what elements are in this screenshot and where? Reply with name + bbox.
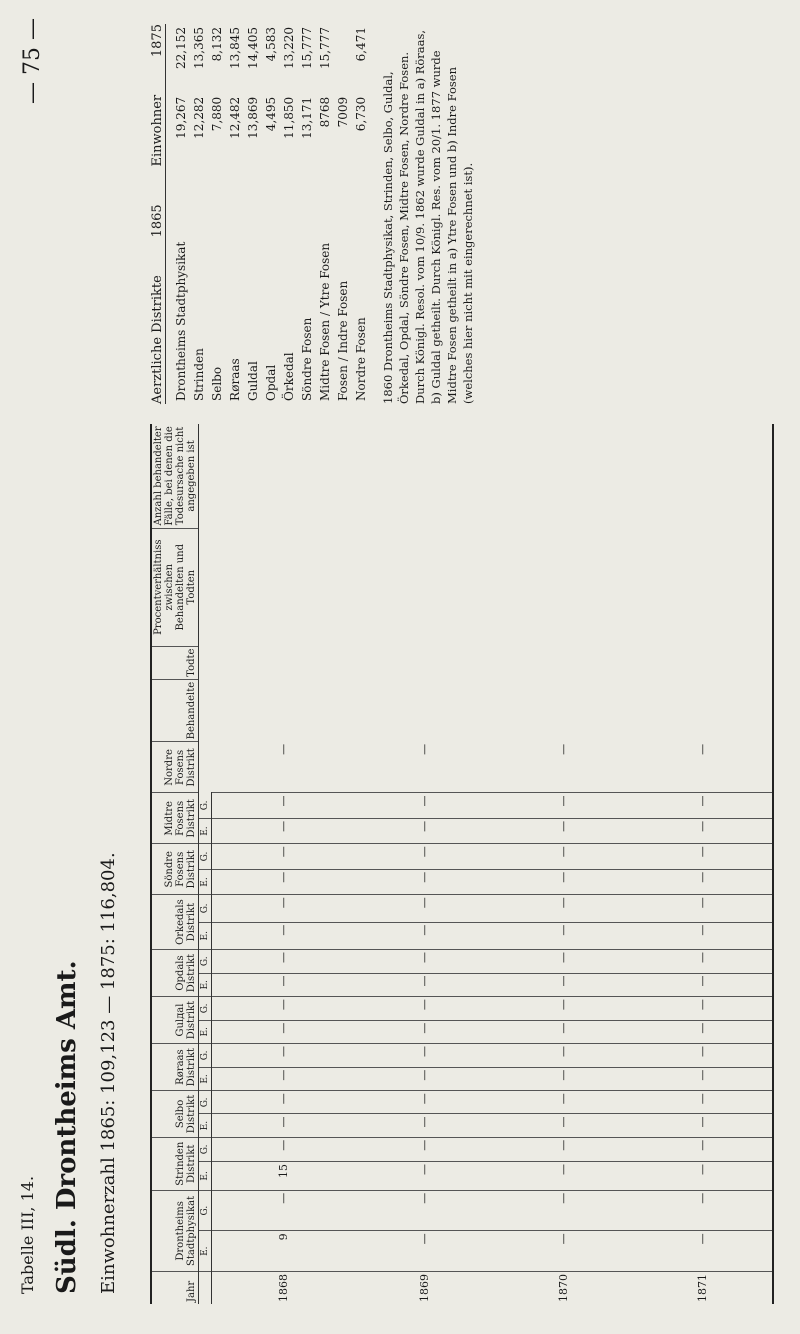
value-cell: — bbox=[494, 844, 633, 870]
value-cell: — bbox=[633, 1231, 772, 1272]
population-1865: 11,850 bbox=[282, 96, 296, 139]
column-sublabel: G. bbox=[199, 1044, 212, 1068]
value-cell: 9 bbox=[212, 1231, 356, 1272]
value-cell: — bbox=[633, 844, 772, 870]
district-row bbox=[298, 24, 316, 404]
column-header: Nordre Fosens Distrikt bbox=[152, 742, 199, 793]
column-sublabel: E. bbox=[199, 1020, 212, 1043]
value-cell: — bbox=[212, 922, 356, 949]
main-table bbox=[152, 424, 772, 1304]
value-cell: — bbox=[355, 869, 494, 894]
district-name: Midtre Fosen / Ytre Fosen bbox=[318, 242, 332, 401]
population-1875: 6,471 bbox=[354, 27, 368, 62]
page-title: Südl. Drontheims Amt. bbox=[52, 960, 82, 1294]
value-cell: — bbox=[494, 1190, 633, 1231]
district-name: Røraas bbox=[228, 358, 242, 401]
value-cell: — bbox=[355, 895, 494, 922]
value-cell: — bbox=[633, 1044, 772, 1068]
population-1865: 12,282 bbox=[192, 96, 206, 139]
side-head-einw: Einwohner bbox=[150, 94, 165, 167]
population-1865: 13,869 bbox=[246, 96, 260, 139]
district-row bbox=[352, 24, 370, 404]
district-name: Örkedal bbox=[282, 352, 296, 401]
column-header: Todte bbox=[152, 646, 199, 679]
value-cell: — bbox=[212, 1091, 356, 1114]
value-cell: — bbox=[494, 818, 633, 843]
year-cell: 1871 bbox=[696, 1274, 709, 1302]
column-sublabel: E. bbox=[199, 1231, 212, 1272]
value-cell: — bbox=[494, 1137, 633, 1161]
value-cell: — bbox=[494, 1020, 633, 1043]
column-sublabel: G. bbox=[199, 1137, 212, 1161]
value-cell: — bbox=[355, 1067, 494, 1091]
column-header: Opdals Distrikt bbox=[152, 949, 199, 996]
value-cell: — bbox=[355, 1190, 494, 1231]
district-row bbox=[244, 24, 262, 404]
value-cell: — bbox=[494, 1067, 633, 1091]
population-1865: 8768 bbox=[318, 96, 332, 128]
value-cell: — bbox=[355, 742, 494, 793]
value-cell: — bbox=[633, 973, 772, 997]
table-row bbox=[355, 424, 494, 1304]
column-sublabel: E. bbox=[199, 922, 212, 949]
side-head-1865: 1865 bbox=[150, 204, 165, 238]
value-cell: — bbox=[212, 973, 356, 997]
population-1865: 7,880 bbox=[210, 96, 224, 132]
population-1875: 13,220 bbox=[282, 27, 296, 69]
side-header bbox=[150, 24, 166, 404]
table-row bbox=[212, 424, 356, 1304]
value-cell: — bbox=[355, 793, 494, 818]
column-sublabel: E. bbox=[199, 869, 212, 894]
value-cell: — bbox=[212, 895, 356, 922]
value-cell: — bbox=[212, 1190, 356, 1231]
value-cell: — bbox=[494, 1044, 633, 1068]
value-cell: — bbox=[633, 1161, 772, 1190]
value-cell: — bbox=[494, 922, 633, 949]
table-body bbox=[212, 424, 773, 1304]
column-header: Söndre Fosens Distrikt bbox=[152, 844, 199, 895]
value-cell: — bbox=[355, 949, 494, 973]
value-cell: — bbox=[633, 793, 772, 818]
value-cell: — bbox=[212, 1114, 356, 1137]
table-label: Tabelle III, 14. bbox=[18, 1175, 37, 1294]
column-sublabel: G. bbox=[199, 895, 212, 922]
side-head-1875: 1875 bbox=[150, 24, 165, 58]
value-cell: — bbox=[494, 997, 633, 1020]
table-subheader-row bbox=[199, 424, 212, 1304]
value-cell: — bbox=[355, 844, 494, 870]
value-cell: — bbox=[633, 1190, 772, 1231]
column-sublabel bbox=[199, 1272, 212, 1305]
value-cell: — bbox=[355, 922, 494, 949]
column-sublabel: G. bbox=[199, 1190, 212, 1231]
value-cell: — bbox=[212, 1137, 356, 1161]
column-sublabel: E. bbox=[199, 1067, 212, 1091]
value-cell: — bbox=[633, 949, 772, 973]
population-1875: 13,845 bbox=[228, 27, 242, 69]
column-header: Anzahl behandelter Fälle, bei denen die Todesursache nicht angegeben ist bbox=[152, 424, 199, 528]
district-name: Guldal bbox=[246, 361, 260, 401]
population-1875 bbox=[334, 24, 352, 94]
column-header: Drontheims Stadtphysikat bbox=[152, 1190, 199, 1271]
population-1875: 15,777 bbox=[300, 27, 314, 69]
value-cell: — bbox=[494, 869, 633, 894]
population-1875: 15,777 bbox=[318, 27, 332, 69]
value-cell: — bbox=[212, 818, 356, 843]
value-cell: — bbox=[355, 1091, 494, 1114]
value-cell: — bbox=[212, 1044, 356, 1068]
value-cell: — bbox=[355, 1161, 494, 1190]
population-subtitle: Einwohnerzahl 1865: 109,123 — 1875: 116,804. bbox=[98, 852, 119, 1294]
district-row bbox=[226, 24, 244, 404]
value-cell: — bbox=[633, 1137, 772, 1161]
district-row bbox=[280, 24, 298, 404]
district-name: Strinden bbox=[192, 348, 206, 401]
table-row bbox=[494, 424, 633, 1304]
statistics-table bbox=[150, 424, 774, 1304]
value-cell: — bbox=[355, 1137, 494, 1161]
value-cell: — bbox=[633, 1020, 772, 1043]
value-cell: — bbox=[494, 742, 633, 793]
district-row bbox=[334, 24, 352, 404]
column-header: Selbo Distrikt bbox=[152, 1091, 199, 1137]
value-cell: — bbox=[633, 895, 772, 922]
value-cell: — bbox=[494, 793, 633, 818]
value-cell: — bbox=[494, 949, 633, 973]
table-header-row bbox=[152, 424, 199, 1304]
value-cell: — bbox=[212, 997, 356, 1020]
column-header: Procentverhältniss zwischen Behandelten und Todten bbox=[152, 528, 199, 646]
value-cell: — bbox=[633, 742, 772, 793]
column-header: Gulдal Distrikt bbox=[152, 997, 199, 1044]
district-population-panel bbox=[150, 24, 770, 404]
district-name: Opdal bbox=[264, 364, 278, 401]
district-name: Selbo bbox=[210, 366, 224, 401]
population-1865: 13,171 bbox=[300, 96, 314, 139]
column-header: Behandelte bbox=[152, 679, 199, 742]
column-header: Midtre Fosens Distrikt bbox=[152, 793, 199, 844]
population-1875: 14,405 bbox=[246, 27, 260, 69]
year-cell: 1869 bbox=[418, 1274, 432, 1302]
population-1875: 8,132 bbox=[210, 27, 224, 62]
district-row bbox=[316, 24, 334, 404]
value-cell: — bbox=[355, 997, 494, 1020]
column-sublabel: E. bbox=[199, 1114, 212, 1137]
side-head-left: Aerztliche Distrikte bbox=[150, 275, 165, 404]
district-row bbox=[208, 24, 226, 404]
value-cell: — bbox=[494, 973, 633, 997]
value-cell: — bbox=[212, 844, 356, 870]
column-header: Røraas Distrikt bbox=[152, 1044, 199, 1091]
column-sublabel: E. bbox=[199, 973, 212, 997]
value-cell: — bbox=[494, 1231, 633, 1272]
value-cell: — bbox=[494, 1161, 633, 1190]
value-cell: — bbox=[494, 1114, 633, 1137]
value-cell: — bbox=[212, 949, 356, 973]
value-cell: — bbox=[355, 818, 494, 843]
district-name: Nordre Fosen bbox=[354, 317, 368, 401]
footnote: 1860 Drontheims Stadtphysikat, Strinden, Selbo, Guldal, Örkedal, Opdal, Söndre Fosen, Midtre Fosen, Nordre Fosen. Durch Königl. Resol. vom 10/9. 1862 wurde Guldal in a) Röraas, b) Guldal getheilt. Durch Königl. Res. vom 20/1. 1877 wurde Midtre Fosen getheilt in a) Ytre Fosen und b) Indre Fosen (welches hier nicht mit eingerechnet ist). bbox=[381, 29, 476, 404]
value-cell: — bbox=[633, 818, 772, 843]
value-cell: — bbox=[633, 1091, 772, 1114]
column-sublabel: G. bbox=[199, 1091, 212, 1114]
district-row bbox=[190, 24, 208, 404]
population-1875: 13,365 bbox=[192, 27, 206, 69]
value-cell: — bbox=[494, 895, 633, 922]
value-cell: 15 bbox=[212, 1161, 356, 1190]
value-cell: — bbox=[212, 1067, 356, 1091]
column-sublabel: E. bbox=[199, 818, 212, 843]
value-cell: — bbox=[355, 1044, 494, 1068]
column-header: Orkedals Distrikt bbox=[152, 895, 199, 950]
column-sublabel: G. bbox=[199, 949, 212, 973]
population-1865: 4,495 bbox=[264, 96, 278, 132]
column-sublabel: G. bbox=[199, 997, 212, 1020]
column-header: Jahr bbox=[152, 1272, 199, 1305]
year-cell: 1870 bbox=[557, 1274, 571, 1302]
district-name: Söndre Fosen bbox=[300, 317, 314, 401]
value-cell: — bbox=[355, 1020, 494, 1043]
column-header: Strinden Distrikt bbox=[152, 1137, 199, 1190]
value-cell: — bbox=[633, 922, 772, 949]
population-1865: 19,267 bbox=[174, 96, 188, 139]
value-cell: — bbox=[633, 1114, 772, 1137]
district-table bbox=[172, 24, 370, 404]
population-1865: 12,482 bbox=[228, 96, 242, 139]
page-number: — 75 — bbox=[20, 18, 45, 104]
column-sublabel: E. bbox=[199, 1161, 212, 1190]
value-cell: — bbox=[355, 1231, 494, 1272]
value-cell: — bbox=[355, 973, 494, 997]
table-row bbox=[633, 424, 772, 1304]
column-sublabel: G. bbox=[199, 844, 212, 870]
population-1865: 6,730 bbox=[354, 96, 368, 132]
district-name: Drontheims Stadtphysikat bbox=[174, 241, 188, 401]
value-cell: — bbox=[633, 997, 772, 1020]
population-1875: 22,152 bbox=[174, 27, 188, 69]
district-table-body bbox=[172, 24, 370, 404]
value-cell: — bbox=[212, 742, 356, 793]
year-cell: 1868 bbox=[277, 1274, 291, 1302]
district-row bbox=[172, 24, 190, 404]
value-cell: — bbox=[633, 1067, 772, 1091]
column-sublabel: G. bbox=[199, 793, 212, 818]
value-cell: — bbox=[212, 793, 356, 818]
population-1875: 4,583 bbox=[264, 27, 278, 62]
population-1865: 7009 bbox=[336, 96, 350, 128]
value-cell: — bbox=[355, 1114, 494, 1137]
value-cell: — bbox=[494, 1091, 633, 1114]
value-cell: — bbox=[633, 869, 772, 894]
district-name: Fosen / Indre Fosen bbox=[336, 280, 350, 401]
value-cell: — bbox=[212, 869, 356, 894]
value-cell: — bbox=[212, 1020, 356, 1043]
district-row bbox=[262, 24, 280, 404]
